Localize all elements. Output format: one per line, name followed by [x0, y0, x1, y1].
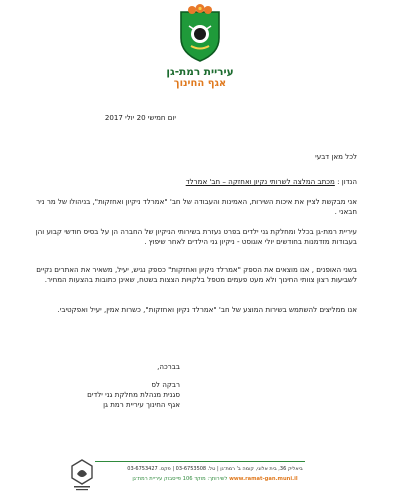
letter-subject: [27, 177, 357, 187]
paragraph-4: אנו ממליצים להשתמש בשירות המוצע של חב' "אמרלד נקיון ואחזקות", כשרות אמין, יעיל ואפקטיבי.: [57, 305, 357, 314]
footer-links: [100, 476, 330, 483]
signature-name: רבקה לס: [151, 380, 180, 389]
subject-text: מכתב המלצה לשרותי נקיון ואחזקה – חב' אמרלד: [185, 177, 335, 186]
letter-greeting: לכל מאן דבעי: [315, 152, 357, 161]
signature-title: סגנית מנהלת מחלקת גני ילדים: [87, 390, 180, 399]
paragraph-3: בשני האופנים , אנו מוצאים את הספק "אמרלד ניקיון ואחזקות" כספק נגיש, יעיל, משאיר את האתרים נקיים לשביעות רצון צוותי החינוך ולא מעט פעמים מטפל בלקויות הצצות בשטח, שאינן כתובות בהצעות המחיר.: [36, 265, 357, 284]
subject-label: הנדון :: [337, 177, 357, 186]
footer-website-link[interactable]: www.ramat-gan.muni.il: [229, 476, 298, 482]
footer-address: ביאליק 36, בית אלוני, קומה ב' רמת־גן | טל. 03-6753508 | פקס. 03-6753427: [127, 466, 303, 472]
paragraph-1: אני מבקשת לציין את איכות השירות, האמינות והעבודה של חב' "אמרלד ניקיון ואחזקות", בניהולו של מר ניר חבאני .: [36, 197, 357, 216]
footer-divider: [95, 461, 305, 462]
signature-org: אגף החינוך עיריית רמת גן: [103, 400, 180, 409]
paragraph-2: עיריית רמת-גן בכלל ומחלקת גני ילדים בפרט נעזרת בשירותי הניקיון של החברה הן על בסיס חודשי קבוע והן בעבודות מזדמנות בחודשים יולי אוגוסט - ניקיון גני הילדים לאחר שיפוץ .: [35, 227, 357, 246]
municipal-standard-logo-icon: [69, 458, 95, 492]
letter-closing: בברכה,: [157, 362, 180, 371]
dept-name: אגף החינוך: [173, 78, 227, 89]
footer-tagline: לשירותך: מוקד 106 פייסבוק עיריית רמת־גן: [132, 476, 228, 482]
ramat-gan-crest-icon: [177, 4, 223, 62]
letter-date: יום חמישי 20 יולי 2017: [104, 113, 176, 122]
org-name: עיריית רמת-גן: [166, 66, 234, 78]
